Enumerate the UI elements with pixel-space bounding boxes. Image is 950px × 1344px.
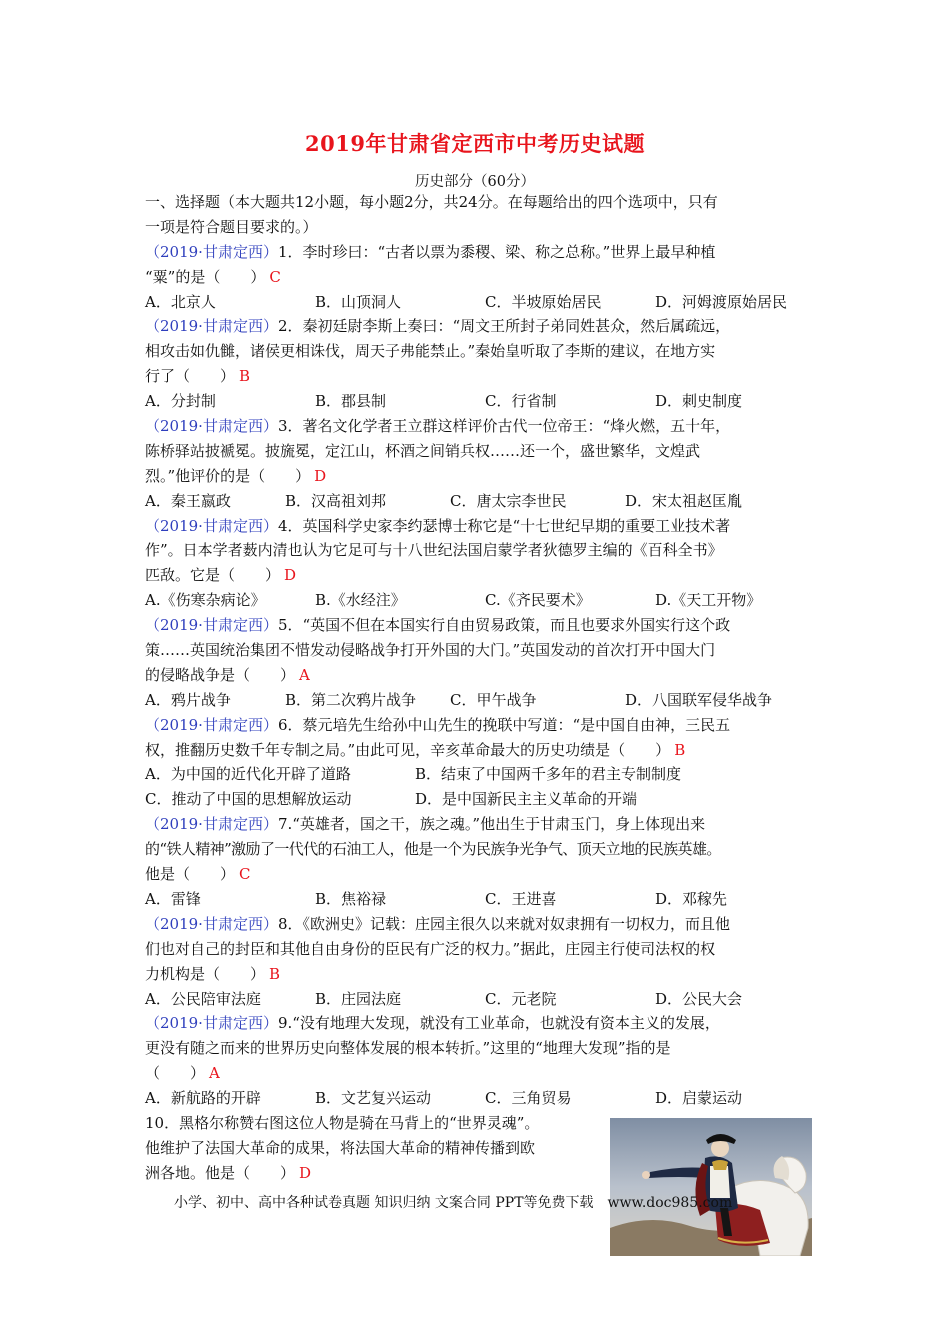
exam-body — [145, 190, 825, 1186]
question-4-line: 匹敌。它是（ ） D — [145, 566, 297, 585]
option: D.《天工开物》 — [655, 591, 762, 610]
question-8-options — [145, 987, 825, 1012]
question-8-line: 力机构是（ ） B — [145, 964, 281, 983]
question-5-line: 的侵略战争是（ ） A — [145, 665, 310, 684]
source-tag: （2019·甘肃定西） — [145, 1014, 278, 1033]
option: A.《伤寒杂病论》 — [145, 591, 266, 610]
source-tag: （2019·甘肃定西） — [145, 417, 278, 436]
option: B．庄园法庭 — [315, 989, 402, 1008]
question-3-line: 烈。”他评价的是（ ） D — [145, 466, 327, 485]
question-6-line: （2019·甘肃定西）6．蔡元培先生给孙中山先生的挽联中写道：“是中国自由神，三民五 — [145, 715, 731, 734]
option: C．元老院 — [485, 989, 557, 1008]
answer-mark: C — [269, 267, 281, 286]
option: D．邓稼先 — [655, 889, 728, 908]
option: B．汉高祖刘邦 — [285, 491, 387, 510]
question-2-line: 相攻击如仇雠，诸侯更相诛伐，周天子弗能禁止。”秦始皇听取了李斯的建议，在地方实 — [145, 342, 716, 361]
option: D．河姆渡原始居民 — [655, 292, 788, 311]
option: B.《水经注》 — [315, 591, 406, 610]
option: A．分封制 — [145, 392, 216, 411]
option: D．是中国新民主主义革命的开端 — [415, 790, 638, 809]
question-7-line: 的“铁人精神”激励了一代代的石油工人，他是一个为民族争光争气、顶天立地的民族英雄。 — [145, 840, 721, 859]
option: A．为中国的近代化开辟了道路 — [145, 765, 351, 784]
question-4-line: 作”。日本学者薮内清也认为它足可与十八世纪法国启蒙学者狄德罗主编的《百科全书》 — [145, 541, 723, 560]
question-10-line: 洲各地。他是（ ） D — [145, 1163, 312, 1182]
option: B．焦裕禄 — [315, 889, 387, 908]
question-1-options — [145, 290, 825, 315]
question-2-line: （2019·甘肃定西）2．秦初廷尉李斯上奏曰：“周文王所封子弟同姓甚众，然后属疏远， — [145, 317, 731, 336]
question-3-options — [145, 489, 825, 514]
question-7-line: 他是（ ） C — [145, 865, 251, 884]
source-tag: （2019·甘肃定西） — [145, 317, 278, 336]
section-subtitle: 历史部分（60分） — [415, 174, 535, 190]
answer-mark: B — [269, 964, 281, 983]
question-9-line: （ ） A — [145, 1064, 220, 1083]
option: B．郡县制 — [315, 392, 387, 411]
exam-title: 2019年甘肃省定西市中考历史试题 — [305, 131, 645, 156]
option: D．启蒙运动 — [655, 1089, 743, 1108]
question-4-options — [145, 588, 825, 613]
source-tag: （2019·甘肃定西） — [145, 516, 278, 535]
option: C．甲午战争 — [450, 690, 537, 709]
option: D．宋太祖赵匡胤 — [625, 491, 743, 510]
question-6-options — [145, 787, 825, 812]
option: A．公民陪审法庭 — [145, 989, 261, 1008]
question-9-line: （2019·甘肃定西）9.“没有地理大发现，就没有工业革命，也就没有资本主义的发展， — [145, 1014, 720, 1033]
intro-line: 一项是符合题目要求的。） — [145, 217, 318, 236]
option: C．半坡原始居民 — [485, 292, 602, 311]
option: B．结束了中国两千多年的君主专制制度 — [415, 765, 682, 784]
question-10-line: 他维护了法国大革命的成果，将法国大革命的精神传播到欧 — [145, 1138, 536, 1157]
question-1-line: （2019·甘肃定西）1．李时珍曰：“古者以票为黍稷、梁、称之总称。”世界上最早种植 — [145, 242, 716, 261]
source-tag: （2019·甘肃定西） — [145, 715, 278, 734]
question-2-options — [145, 389, 825, 414]
option: A．秦王嬴政 — [145, 491, 231, 510]
question-8-line: （2019·甘肃定西）8．《欧洲史》记载：庄园主很久以来就对奴隶拥有一切权力，而且他 — [145, 914, 730, 933]
option: B．第二次鸦片战争 — [285, 690, 417, 709]
question-6-line: 权，推翻历史数千年专制之局。”由此可见，辛亥革命最大的历史功绩是（ ） B — [145, 740, 686, 759]
answer-mark: A — [299, 665, 310, 684]
question-9-options — [145, 1086, 825, 1111]
question-10-line: 10．黑格尔称赞右图这位人物是骑在马背上的“世界灵魂”。 — [145, 1113, 540, 1132]
option: C．行省制 — [485, 392, 557, 411]
option: C．王进喜 — [485, 889, 557, 908]
answer-mark: B — [239, 367, 251, 386]
question-8-line: 们也对自己的封臣和其他自由身份的臣民有广泛的权力。”据此，庄园主行使司法权的权 — [145, 939, 716, 958]
option: A．新航路的开辟 — [145, 1089, 261, 1108]
source-tag: （2019·甘肃定西） — [145, 815, 278, 834]
source-tag: （2019·甘肃定西） — [145, 914, 278, 933]
question-9-line: 更没有随之而来的世界历史向整体发展的根本转折。”这里的“地理大发现”指的是 — [145, 1039, 671, 1058]
option: C．推动了中国的思想解放运动 — [145, 790, 352, 809]
option: C．三角贸易 — [485, 1089, 572, 1108]
question-3-line: （2019·甘肃定西）3．著名文化学者王立群这样评价古代一位帝王：“烽火燃，五十年， — [145, 417, 731, 436]
option: C.《齐民要术》 — [485, 591, 591, 610]
option: D．刺史制度 — [655, 392, 743, 411]
answer-mark: D — [284, 566, 297, 585]
question-7-line: （2019·甘肃定西）7.“英雄者，国之干，族之魂。”他出生于甘肃玉门，身上体现出来 — [145, 815, 706, 834]
question-6-options — [145, 762, 825, 787]
intro-line: 一、选择题（本大题共12小题，每小题2分，共24分。在每题给出的四个选项中，只有 — [145, 193, 718, 211]
answer-mark: C — [239, 865, 251, 884]
option: B．文艺复兴运动 — [315, 1089, 432, 1108]
question-2-line: 行了（ ） B — [145, 367, 251, 386]
option: A．鸦片战争 — [145, 690, 231, 709]
option: A．北京人 — [145, 292, 216, 311]
site-footer: 小学、初中、高中各种试卷真题 知识归纳 文案合同 PPT等免费下载 www.doc985.com — [174, 1195, 733, 1211]
answer-mark: D — [299, 1163, 312, 1182]
option: D．公民大会 — [655, 989, 743, 1008]
answer-mark: A — [209, 1064, 220, 1083]
option: D．八国联军侵华战争 — [625, 690, 773, 709]
option: A．雷锋 — [145, 889, 201, 908]
option: B．山顶洞人 — [315, 292, 402, 311]
question-7-options — [145, 887, 825, 912]
napoleon-on-horse-image — [610, 1118, 812, 1256]
question-4-line: （2019·甘肃定西）4．英国科学史家李约瑟博士称它是“十七世纪早期的重要工业技术著 — [145, 516, 731, 535]
question-5-line: （2019·甘肃定西）5．“英国不但在本国实行自由贸易政策，而且也要求外国实行这个政 — [145, 616, 731, 635]
question-3-line: 陈桥驿站披褫冕。披旒冕，定江山，杯酒之间销兵权……还一个，盛世繁华，文煌武 — [145, 441, 701, 460]
question-5-options — [145, 688, 825, 713]
option: C．唐太宗李世民 — [450, 491, 567, 510]
answer-mark: B — [674, 740, 686, 759]
answer-mark: D — [314, 466, 327, 485]
question-1-line: “粟”的是（ ） C — [145, 267, 281, 286]
source-tag: （2019·甘肃定西） — [145, 242, 278, 261]
question-5-line: 策……英国统治集团不惜发动侵略战争打开外国的大门。”英国发动的首次打开中国大门 — [145, 641, 716, 660]
source-tag: （2019·甘肃定西） — [145, 616, 278, 635]
